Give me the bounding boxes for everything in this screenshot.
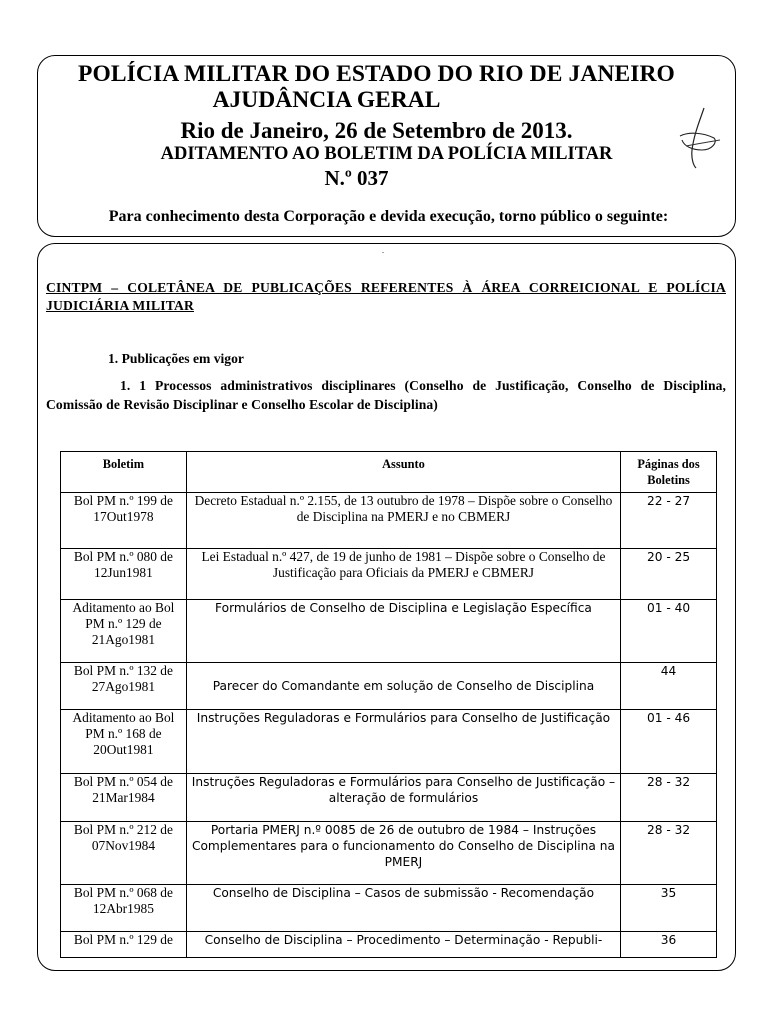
cell-paginas: 44 <box>621 663 717 710</box>
header-box <box>37 55 736 237</box>
cell-assunto: Decreto Estadual n.º 2.155, de 13 outubro de 1978 – Dispõe sobre o Conselho de Disciplina na PMERJ e no CBMERJ <box>186 493 620 549</box>
cell-paginas: 20 - 25 <box>621 549 717 600</box>
document-date: Rio de Janeiro, 26 de Setembro de 2013. <box>180 118 573 143</box>
cell-assunto: Parecer do Comandante em solução de Conselho de Disciplina <box>186 663 620 710</box>
department-name: AJUDÂNCIA GERAL <box>212 87 441 113</box>
cell-assunto: Conselho de Disciplina – Casos de submissão - Recomendação <box>186 885 620 932</box>
table-row <box>61 663 717 710</box>
table-row <box>61 885 717 932</box>
cell-boletim: Aditamento ao Bol PM n.º 168 de 20Out1981 <box>61 710 187 774</box>
cell-boletim: Bol PM n.º 212 de 07Nov1984 <box>61 822 187 885</box>
cell-paginas: 28 - 32 <box>621 774 717 822</box>
cell-boletim: Bol PM n.º 129 de <box>61 932 187 958</box>
paragraph-1-1: 1. 1 Processos administrativos disciplinares (Conselho de Justificação, Conselho de Disciplina, Comissão de Revisão Disciplinar e Conselho Escolar de Disciplina) <box>46 378 726 412</box>
cell-paginas: 01 - 46 <box>621 710 717 774</box>
table-row <box>61 549 717 600</box>
table-row <box>61 710 717 774</box>
cell-assunto: Formulários de Conselho de Disciplina e Legislação Específica <box>186 600 620 663</box>
table-row <box>61 932 717 958</box>
bulletin-number: N.º 037 <box>324 166 389 190</box>
header-assunto: Assunto <box>186 452 620 493</box>
bulletin-title: ADITAMENTO AO BOLETIM DA POLÍCIA MILITAR <box>160 144 613 164</box>
cell-boletim: Bol PM n.º 132 de 27Ago1981 <box>61 663 187 710</box>
content-box <box>37 243 736 971</box>
institution-name: POLÍCIA MILITAR DO ESTADO DO RIO DE JANEIRO <box>78 61 675 87</box>
table-row <box>61 822 717 885</box>
cell-boletim: Bol PM n.º 080 de 12Jun1981 <box>61 549 187 600</box>
cell-paginas: 22 - 27 <box>621 493 717 549</box>
header-boletim: Boletim <box>61 452 187 493</box>
cell-paginas: 28 - 32 <box>621 822 717 885</box>
section-title: CINTPM – COLETÂNEA DE PUBLICAÇÕES REFERENTES À ÁREA CORREICIONAL E POLÍCIA JUDICIÁRIA MILITAR <box>46 280 726 313</box>
cell-boletim: Bol PM n.º 068 de 12Abr1985 <box>61 885 187 932</box>
cell-paginas: 35 <box>621 885 717 932</box>
cell-boletim: Bol PM n.º 054 de 21Mar1984 <box>61 774 187 822</box>
table-header-row <box>61 452 717 493</box>
table-row <box>61 774 717 822</box>
publications-table <box>60 451 717 958</box>
cell-boletim: Bol PM n.º 199 de 17Out1978 <box>61 493 187 549</box>
cell-assunto: Portaria PMERJ n.º 0085 de 26 de outubro de 1984 – Instruções Complementares para o funcionamento do Conselho de Disciplina na PMERJ <box>186 822 620 885</box>
cell-assunto: Conselho de Disciplina – Procedimento – Determinação - Republi- <box>186 932 620 958</box>
header-paginas: Páginas dos Boletins <box>621 452 717 493</box>
intro-text: Para conhecimento desta Corporação e devida execução, torno público o seguinte: <box>108 208 669 225</box>
cell-paginas: 36 <box>621 932 717 958</box>
cell-assunto: Lei Estadual n.º 427, de 19 de junho de 1981 – Dispõe sobre o Conselho de Justificação para Oficiais da PMERJ e CBMERJ <box>186 549 620 600</box>
table-row <box>61 493 717 549</box>
cell-assunto: Instruções Reguladoras e Formulários para Conselho de Justificação – alteração de formulários <box>186 774 620 822</box>
dot-mark: . <box>382 246 384 255</box>
cell-boletim: Aditamento ao Bol PM n.º 129 de 21Ago1981 <box>61 600 187 663</box>
cell-paginas: 01 - 40 <box>621 600 717 663</box>
table-row <box>61 600 717 663</box>
paragraph-1: 1. Publicações em vigor <box>108 351 244 366</box>
signature-icon <box>674 106 724 170</box>
cell-assunto: Instruções Reguladoras e Formulários para Conselho de Justificação <box>186 710 620 774</box>
